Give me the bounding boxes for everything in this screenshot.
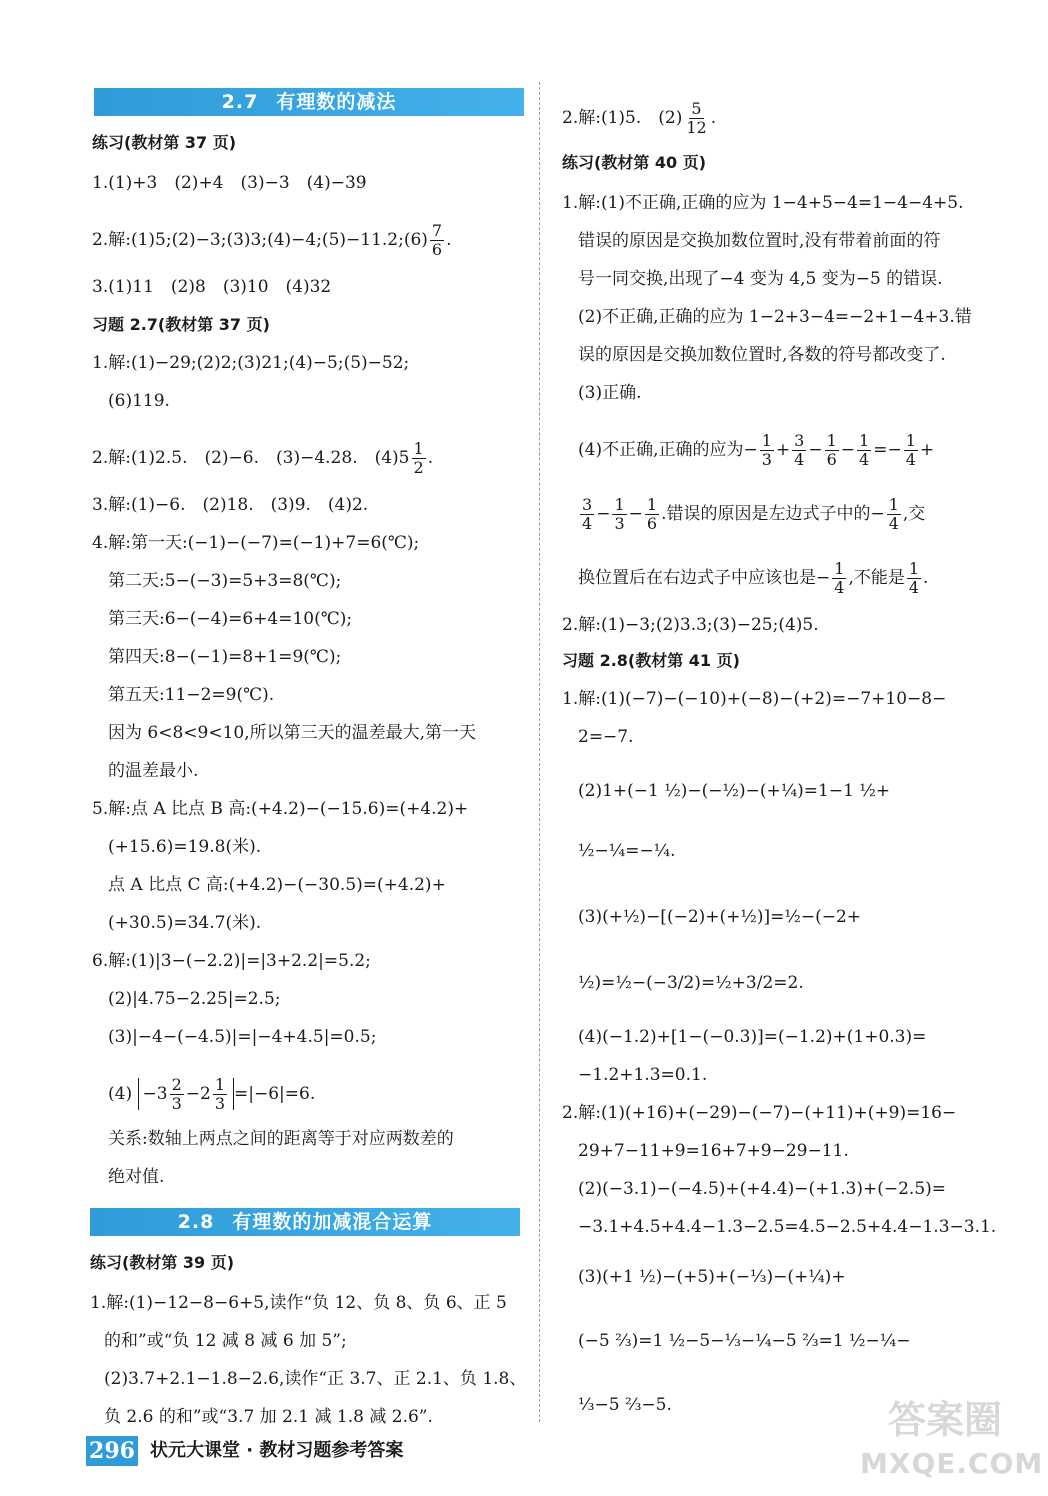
- fraction: [857, 432, 871, 469]
- fraction: [580, 496, 594, 533]
- answer-line: 1.解:(1)−29;(2)2;(3)21;(4)−5;(5)−52;: [92, 353, 410, 373]
- section-banner-2-7: [94, 88, 524, 116]
- answer-line: 第三天:6−(−4)=6+4=10(℃);: [108, 609, 353, 629]
- answer-line: 4.解:第一天:(−1)−(−7)=(−1)+7=6(℃);: [92, 533, 420, 553]
- answer-line: (2)3.7+2.1−1.8−2.6,读作“正 3.7、正 2.1、负 1.8、: [104, 1369, 527, 1389]
- answer-line: [92, 440, 526, 477]
- answer-line: (3)|−4−(−4.5)|=|−4+4.5|=0.5;: [108, 1027, 377, 1047]
- answer-line: 2=−7.: [578, 727, 634, 747]
- answer-line: ½)=½−(−3/2)=½+3/2=2.: [578, 973, 804, 993]
- denominator: 3: [761, 450, 772, 469]
- numerator: 1: [413, 439, 424, 458]
- answer-line: 1.(1)+3 (2)+4 (3)−3 (4)−39: [92, 173, 367, 193]
- answer-line: [578, 560, 996, 597]
- answer-text: .: [923, 568, 929, 588]
- numerator: 1: [646, 495, 658, 514]
- answer-line: (−5 ⅔)=1 ½−5−⅓−¼−5 ⅔=1 ½−¼−: [578, 1331, 911, 1351]
- fraction: [907, 560, 921, 597]
- answer-line: 第五天:11−2=9(℃).: [108, 685, 275, 705]
- operator: +: [919, 440, 935, 460]
- answer-line: 6.解:(1)|3−(−2.2)|=|3+2.2|=5.2;: [92, 951, 371, 971]
- answer-line: (2)(−3.1)−(−4.5)+(+4.4)−(+1.3)+(−2.5)=: [578, 1179, 947, 1199]
- answer-line: 负 2.6 的和”或“3.7 加 2.1 减 1.8 减 2.6”.: [104, 1407, 433, 1427]
- answer-line: [108, 1076, 526, 1113]
- denominator: 3: [614, 514, 625, 533]
- watermark-logo: [860, 1398, 1044, 1488]
- answer-line: (6)119.: [108, 391, 170, 411]
- exercise-heading: 练习(教材第 39 页): [90, 1253, 235, 1272]
- section-banner-2-8: [90, 1208, 520, 1236]
- answer-line: (3)正确.: [578, 383, 642, 403]
- denominator: 4: [582, 514, 593, 533]
- answer-line: −3.1+4.5+4.4−1.3−2.5=4.5−2.5+4.4−1.3−3.1.: [578, 1217, 997, 1237]
- answer-line: (3)(+1 ½)−(+5)+(−⅓)−(+¼)+: [578, 1267, 846, 1287]
- answer-text: 2.解:(1)5;(2)−3;(3)3;(4)−4;(5)−11.2;(6): [92, 230, 428, 250]
- answer-text: .: [710, 108, 717, 128]
- answer-text: 2.解:(1)5. (2): [562, 108, 683, 128]
- book-title: 状元大课堂 · 教材习题参考答案: [150, 1440, 404, 1461]
- answer-line: 第四天:8−(−1)=8+1=9(℃);: [108, 647, 342, 667]
- answer-line: (2)|4.75−2.25|=2.5;: [108, 989, 281, 1009]
- answer-line: 2.解:(1)(+16)+(−29)−(−7)−(+11)+(+9)=16−: [562, 1103, 957, 1123]
- column-divider: [539, 82, 540, 1422]
- answer-text: (4)不正确,正确的应为−: [578, 440, 758, 460]
- answer-line: 绝对值.: [108, 1167, 165, 1187]
- answer-text: 换位置后在右边式子中应该也是−: [578, 568, 831, 588]
- answer-line: 1.解:(1)不正确,正确的应为 1−4+5−4=1−4−4+5.: [562, 193, 964, 213]
- section-title: 有理数的减法: [276, 91, 397, 113]
- answer-line: 的温差最小.: [108, 761, 199, 781]
- answer-line: 因为 6<8<9<10,所以第三天的温差最大,第一天: [108, 723, 477, 743]
- numerator: 7: [431, 221, 443, 240]
- numerator: 1: [908, 559, 920, 578]
- answer-line: 5.解:点 A 比点 B 高:(+4.2)−(−15.6)=(+4.2)+: [92, 799, 469, 819]
- answer-text: ,不能是: [848, 568, 905, 588]
- denominator: 4: [794, 450, 805, 469]
- exercise-heading: 练习(教材第 37 页): [92, 133, 237, 152]
- answer-text: 2.解:(1)2.5. (2)−6. (3)−4.28. (4)5: [92, 448, 410, 468]
- fraction: [832, 560, 846, 597]
- answer-line: 点 A 比点 C 高:(+4.2)−(−30.5)=(+4.2)+: [108, 875, 446, 895]
- denominator: 3: [214, 1094, 225, 1113]
- answer-line: (2)不正确,正确的应为 1−2+3−4=−2+1−4+3.错: [578, 307, 972, 327]
- denominator: 12: [686, 118, 707, 137]
- numerator: 1: [214, 1075, 225, 1094]
- section-title: 有理数的加减混合运算: [232, 1211, 433, 1233]
- answer-line: ½−¼=−¼.: [578, 841, 676, 861]
- answer-line: [578, 496, 996, 533]
- answer-text: .: [427, 448, 434, 468]
- numerator: 5: [691, 99, 702, 118]
- exercise-heading: 习题 2.8(教材第 41 页): [562, 651, 740, 670]
- answer-line: 错误的原因是交换加数位置时,没有带着前面的符: [578, 231, 941, 251]
- fraction: [904, 432, 918, 469]
- absolute-value-expression: [138, 1075, 235, 1113]
- denominator: 3: [171, 1094, 182, 1113]
- answer-line: 第二天:5−(−3)=5+3=8(℃);: [108, 571, 342, 591]
- answer-text: .错误的原因是左边式子中的−: [661, 504, 885, 524]
- answer-line: 误的原因是交换加数位置时,各数的符号都改变了.: [578, 345, 946, 365]
- numerator: 2: [171, 1075, 182, 1094]
- numerator: 1: [888, 495, 899, 514]
- numerator: 3: [794, 431, 805, 450]
- answer-line: 1.解:(1)−12−8−6+5,读作“负 12、负 8、负 6、正 5: [90, 1293, 507, 1313]
- numerator: 1: [834, 559, 845, 578]
- fraction: [170, 1076, 184, 1113]
- denominator: 6: [646, 514, 658, 533]
- fraction: [760, 432, 774, 469]
- answer-line: 号一同交换,出现了−4 变为 4,5 变为−5 的错误.: [578, 269, 943, 289]
- denominator: 4: [834, 578, 845, 597]
- math-expression: [758, 431, 935, 469]
- answer-text: ,交: [902, 504, 926, 524]
- denominator: 4: [908, 578, 920, 597]
- operator: −: [596, 504, 611, 524]
- answer-line: [562, 100, 996, 137]
- answer-line: 关系:数轴上两点之间的距离等于对应两数差的: [108, 1129, 454, 1149]
- fraction: [792, 432, 806, 469]
- operator: =−: [873, 440, 902, 460]
- denominator: 4: [859, 450, 870, 469]
- fraction: [825, 432, 839, 469]
- fraction: [684, 100, 708, 137]
- denominator: 4: [905, 450, 916, 469]
- fraction: [645, 496, 659, 533]
- answer-line: 的和”或“负 12 减 8 减 6 加 5”;: [104, 1331, 347, 1351]
- denominator: 6: [431, 240, 443, 259]
- numerator: 1: [826, 431, 837, 450]
- answer-line: (2)1+(−1 ½)−(−½)−(+¼)=1−1 ½+: [578, 781, 891, 801]
- operator: −: [840, 440, 856, 460]
- denominator: 6: [826, 450, 837, 469]
- operator: −: [628, 504, 643, 524]
- numerator: 1: [761, 431, 772, 450]
- fraction: [412, 440, 426, 477]
- answer-line: (+30.5)=34.7(米).: [108, 913, 262, 933]
- answer-text: −2: [185, 1084, 211, 1104]
- answer-line: 3.解:(1)−6. (2)18. (3)9. (4)2.: [92, 495, 369, 515]
- watermark-bottom: MXQE.COM: [860, 1447, 1044, 1480]
- answer-line: [578, 432, 996, 469]
- answer-text: (4): [108, 1084, 133, 1104]
- answer-text: .: [446, 230, 452, 250]
- operator: +: [775, 440, 791, 460]
- math-expression: [578, 495, 661, 533]
- answer-line: (4)(−1.2)+[1−(−0.3)]=(−1.2)+(1+0.3)=: [578, 1027, 927, 1047]
- answer-line: (3)(+½)−[(−2)+(+½)]=½−(−2+: [578, 907, 862, 927]
- answer-line: −1.2+1.3=0.1.: [578, 1065, 708, 1085]
- answer-text: −3: [142, 1084, 168, 1104]
- answer-line: ⅓−5 ⅔−5.: [578, 1395, 672, 1415]
- answer-line: 3.(1)11 (2)8 (3)10 (4)32: [92, 277, 332, 297]
- operator: −: [808, 440, 823, 460]
- answer-line: (+15.6)=19.8(米).: [108, 837, 262, 857]
- section-number: 2.7: [221, 91, 259, 113]
- fraction: [612, 496, 626, 533]
- fraction: [887, 496, 901, 533]
- answer-line: [92, 222, 526, 259]
- answer-line: 29+7−11+9=16+7+9−29−11.: [578, 1141, 849, 1161]
- numerator: 1: [614, 495, 625, 514]
- numerator: 3: [582, 495, 593, 514]
- watermark-top: 答案圈: [887, 1398, 1002, 1442]
- page-number: 296: [86, 1436, 138, 1466]
- numerator: 1: [905, 431, 916, 450]
- denominator: 4: [888, 514, 899, 533]
- answer-text: =|−6|=6.: [234, 1084, 316, 1104]
- fraction: [430, 222, 444, 259]
- exercise-heading: 习题 2.7(教材第 37 页): [92, 315, 270, 334]
- fraction: [213, 1076, 227, 1113]
- numerator: 1: [859, 431, 870, 450]
- answer-line: 1.解:(1)(−7)−(−10)+(−8)−(+2)=−7+10−8−: [562, 689, 947, 709]
- exercise-heading: 练习(教材第 40 页): [562, 153, 707, 172]
- section-number: 2.8: [177, 1211, 215, 1233]
- answer-line: 2.解:(1)−3;(2)3.3;(3)−25;(4)5.: [562, 615, 819, 635]
- denominator: 2: [413, 458, 424, 477]
